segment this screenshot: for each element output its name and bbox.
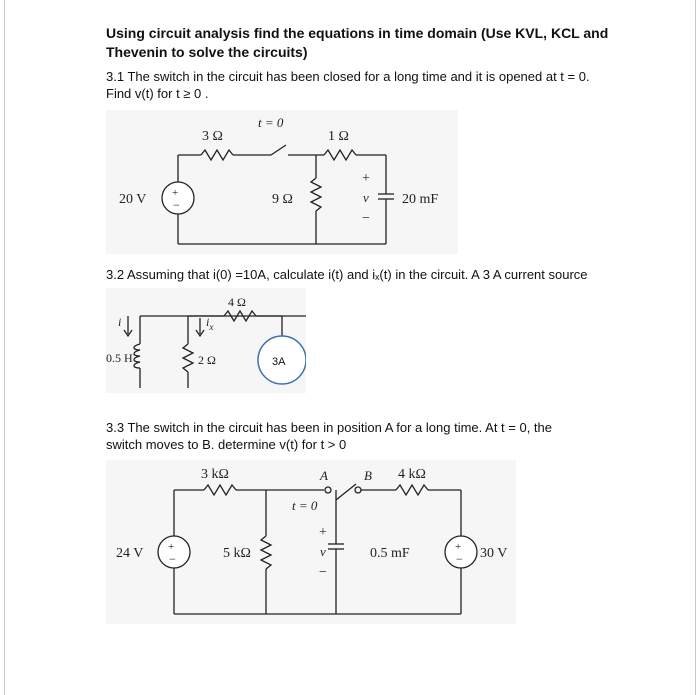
fig1-switch-label: t = 0	[258, 115, 284, 130]
fig1-plus: +	[362, 171, 370, 186]
fig2-r1-label: 2 Ω	[198, 353, 216, 367]
problem1-line2: Find v(t) for t ≥ 0 .	[106, 86, 209, 101]
svg-text:+: +	[168, 541, 175, 553]
fig3-left-source-label: 24 V	[116, 546, 144, 561]
fig1-r1-label: 3 Ω	[202, 129, 223, 144]
fig3-switch-label: t = 0	[292, 498, 318, 513]
fig1-cap-label: 20 mF	[402, 192, 439, 207]
fig2-ix-label: $i_x$	[206, 315, 214, 332]
fig3-right-source-label: 30 V	[480, 546, 508, 561]
circuit-figure-2	[106, 288, 306, 393]
page-right-edge	[695, 0, 696, 695]
page-left-edge	[4, 0, 5, 695]
svg-text:+: +	[455, 541, 462, 553]
circuit-figure-3	[106, 460, 516, 624]
fig3-plus: +	[319, 525, 327, 540]
svg-text:−: −	[173, 198, 180, 212]
fig1-source-label: 20 V	[119, 192, 147, 207]
fig2-r2-label: 4 Ω	[228, 295, 246, 309]
fig1-r2-label: 1 Ω	[328, 129, 349, 144]
fig1-minus: −	[362, 211, 370, 226]
problem2-line1: 3.2 Assuming that i(0) =10A, calculate i(t) and iₓ(t) in the circuit. A 3 A current source	[106, 267, 588, 282]
problem3-line1: 3.3 The switch in the circuit has been in position A for a long time. At t = 0, the	[106, 420, 552, 435]
circuit-figure-1	[106, 110, 458, 254]
fig1-v-label: v	[363, 190, 369, 205]
fig3-r3-label: 4 kΩ	[398, 467, 426, 482]
fig3-v-label: v	[320, 544, 326, 559]
page-title: Using circuit analysis find the equations in time domain (Use KVL, KCL and Thevenin to solve the circuits)	[106, 25, 609, 60]
fig3-pos-b: B	[364, 468, 372, 483]
svg-text:+: +	[172, 187, 179, 199]
problem3-line2: switch moves to B. determine v(t) for t > 0	[106, 437, 347, 452]
svg-text:−: −	[456, 552, 463, 566]
fig3-minus: −	[319, 565, 327, 580]
fig3-pos-a: A	[320, 468, 328, 483]
fig3-cap-label: 0.5 mF	[370, 546, 410, 561]
svg-text:−: −	[169, 552, 176, 566]
fig2-i-label: i	[118, 315, 122, 329]
fig3-r2-label: 5 kΩ	[223, 546, 251, 561]
fig2-inductor-label: 0.5 H	[106, 351, 133, 365]
problem1-line1: 3.1 The switch in the circuit has been closed for a long time and it is opened at t = 0.	[106, 69, 590, 84]
fig1-r3-label: 9 Ω	[272, 192, 293, 207]
fig3-r1-label: 3 kΩ	[201, 467, 229, 482]
fig2-source-label: 3A	[272, 356, 286, 368]
